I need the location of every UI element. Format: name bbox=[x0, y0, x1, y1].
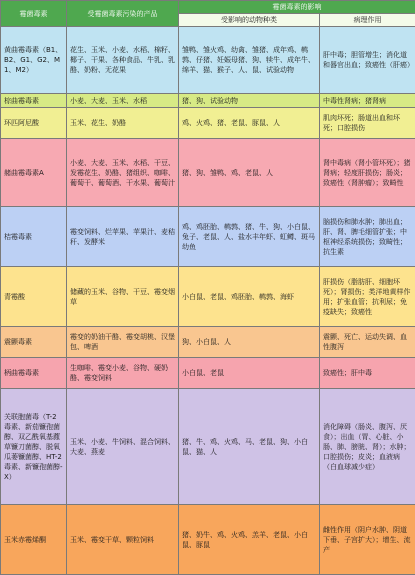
header-mycotoxin: 霉菌毒素 bbox=[1, 1, 67, 27]
header-contaminated-products: 受霉菌毒素污染的产品 bbox=[67, 1, 179, 27]
toxin-products: 玉米、小麦、牛饲料、混合饲料、大麦、燕麦 bbox=[67, 389, 179, 505]
toxin-products: 霉变饲料、烂苹果、苹果汁、麦秸秆、发酵米 bbox=[67, 207, 179, 267]
toxin-products: 玉米、霉变干草、颗粒饲料 bbox=[67, 505, 179, 575]
toxin-products: 玉米、花生、奶酪 bbox=[67, 108, 179, 139]
table-row bbox=[1, 139, 415, 207]
toxin-effects: 肝损伤（脂肪肝、细胞坏死）；肾损伤；类洋地黄样作用；扩张血管；抗利尿；免疫缺失；致癌性 bbox=[320, 267, 415, 327]
toxin-effects: 雌性作用（阴户水肿、阴道下垂、子宫扩大）；增生、流产 bbox=[320, 505, 415, 575]
toxin-name: 震颤毒素 bbox=[1, 327, 67, 358]
toxin-effects: 脑损伤和肺水肿；肺出血；肝、肾、脾毛细管扩张；中枢神经系统损伤；致畸性；抗生素 bbox=[320, 207, 415, 267]
toxin-products: 霉变的奶油干酪、霉变胡桃、汉堡包、啤酒 bbox=[67, 327, 179, 358]
header-affected-animals: 受影响的动物种类 bbox=[179, 14, 320, 27]
toxin-name: 黄曲霉毒素（B1、B2、G1、G2、M1、M2） bbox=[1, 27, 67, 94]
toxin-animals: 猪、狗、试验动物 bbox=[179, 94, 320, 108]
header-row-top bbox=[1, 1, 415, 14]
table-row bbox=[1, 108, 415, 139]
toxin-effects: 肾中毒病（肾小管坏死）；猪肾病；轻度肝损伤；肠炎；致癌性（肾肿瘤）；致畸性 bbox=[320, 139, 415, 207]
toxin-products: 小麦、大麦、玉米、水稻 bbox=[67, 94, 179, 108]
toxin-products: 小麦、大麦、玉米、水稻、干豆、发霉花生、奶酪、猪组织、咖啡、葡萄干、葡萄酒、干水果、葡萄汁 bbox=[67, 139, 179, 207]
toxin-products: 储藏的玉米、谷物、干豆、霉变烟草 bbox=[67, 267, 179, 327]
toxin-animals: 狗、小白鼠、人 bbox=[179, 327, 320, 358]
toxin-effects: 震颤、死亡、运动失调、血性腹泻 bbox=[320, 327, 415, 358]
table-row bbox=[1, 207, 415, 267]
toxin-effects: 肌肉坏死；肠道出血和坏死；口腔损伤 bbox=[320, 108, 415, 139]
toxin-products: 花生、玉米、小麦、水稻、棉籽、椰子、干果、各种食品、牛乳、乳酪、奶粉、无花果 bbox=[67, 27, 179, 94]
toxin-animals: 猪、奶牛、鸡、火鸡、羔羊、老鼠、小白鼠、豚鼠 bbox=[179, 505, 320, 575]
toxin-animals: 鸡、火鸡、猪、老鼠、豚鼠、人 bbox=[179, 108, 320, 139]
toxin-name: 棕曲霉毒素 bbox=[1, 94, 67, 108]
table-row bbox=[1, 27, 415, 94]
table-row bbox=[1, 94, 415, 108]
table-row bbox=[1, 358, 415, 389]
table-row bbox=[1, 389, 415, 505]
toxin-products: 生咖啡、霉变小麦、谷物、硬奶酪、霉变饲料 bbox=[67, 358, 179, 389]
toxin-effects: 消化障碍（肠炎、腹泻、厌食）；出血（胃、心脏、小肠、肺、膀胱、肾）；水肿；口腔损伤；皮炎；血液病（白血球减少症） bbox=[320, 389, 415, 505]
header-effects-group: 霉菌毒素的影响 bbox=[179, 1, 415, 14]
toxin-effects: 中毒性肾病；猪肾病 bbox=[320, 94, 415, 108]
toxin-name: 关联胞菌毒（T-2毒素、新茄镰孢菌醇、双乙酰氧基藨草镰刀菌醇、脱氧瓜萎镰菌醇、HT-2毒素、新镰孢菌醇-X） bbox=[1, 389, 67, 505]
toxin-name: 柄曲霉毒素 bbox=[1, 358, 67, 389]
header-pathology: 病理作用 bbox=[320, 14, 415, 27]
table-row bbox=[1, 327, 415, 358]
toxin-animals: 猪、狗、雏鸭、鸡、老鼠、人 bbox=[179, 139, 320, 207]
toxin-effects: 肝中毒；胆管增生；消化道和器官出血；致癌性（肝癌） bbox=[320, 27, 415, 94]
toxin-name: 桔霉毒素 bbox=[1, 207, 67, 267]
toxin-animals: 小白鼠、老鼠 bbox=[179, 358, 320, 389]
table-row bbox=[1, 505, 415, 575]
toxin-name: 玉米赤霉烯酮 bbox=[1, 505, 67, 575]
toxin-name: 环匹阿尼酸 bbox=[1, 108, 67, 139]
toxin-animals: 鸡、鸡胚胎、鹌鹑、猪、牛、狗、小白鼠、兔子、老鼠、人、盐水丰年虾、虹鳟、斑马幼鱼 bbox=[179, 207, 320, 267]
table-row bbox=[1, 267, 415, 327]
toxin-animals: 小白鼠、老鼠、鸡胚胎、鹌鹑、海虾 bbox=[179, 267, 320, 327]
toxin-animals: 猪、牛、鸡、火鸡、马、老鼠、狗、小白鼠、猫、人 bbox=[179, 389, 320, 505]
toxin-effects: 致癌性；肝中毒 bbox=[320, 358, 415, 389]
toxin-name: 赭曲霉毒素A bbox=[1, 139, 67, 207]
toxin-name: 青霉酸 bbox=[1, 267, 67, 327]
toxin-animals: 雏鸭、雏火鸡、幼禽、雏猪、成年鸡、鹌鹑、仔猪、妊娠母猪、狗、犊牛、成年牛、绵羊、猫、猴子、人、鼠、试验动物 bbox=[179, 27, 320, 94]
